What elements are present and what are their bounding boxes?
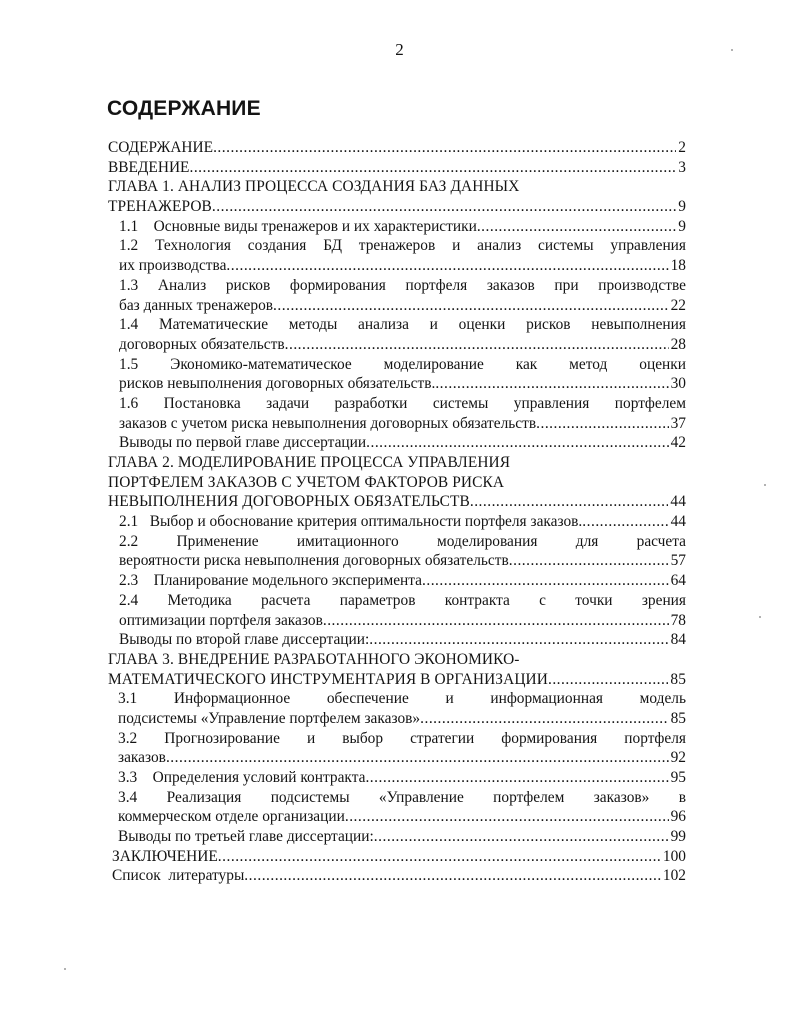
- toc-entry-conclusions-3[interactable]: [118, 827, 686, 847]
- toc-entry-title-line: 1.3 Анализ рисков формирования портфеля заказов при производстве: [119, 276, 686, 294]
- toc-entry-title-line: ГЛАВА 1. АНАЛИЗ ПРОЦЕССА СОЗДАНИЯ БАЗ ДАННЫХ: [108, 178, 520, 196]
- toc-entry-contents[interactable]: [108, 138, 686, 158]
- toc-entry-introduction[interactable]: [108, 158, 686, 178]
- dot-leader: [366, 433, 668, 453]
- dot-leader: [189, 158, 676, 178]
- table-of-contents: [108, 138, 686, 886]
- toc-entry-title: 3.3 Определения условий контракта: [118, 769, 366, 786]
- toc-entry-title-line: заказов: [118, 749, 166, 767]
- toc-entry-chapter-3[interactable]: [108, 650, 686, 689]
- toc-page-number: 42: [670, 434, 686, 452]
- toc-page-number: 84: [670, 631, 686, 649]
- toc-page-number: 28: [670, 335, 686, 353]
- toc-entry-section-3-4[interactable]: [118, 788, 686, 827]
- toc-entry-section-1-5[interactable]: [119, 355, 686, 394]
- toc-page-number: 30: [670, 375, 686, 393]
- toc-entry-title-line: их производства: [119, 257, 227, 275]
- toc-page-number: 78: [670, 611, 686, 629]
- toc-entry-title: 2.3 Планирование модельного эксперимента: [119, 572, 423, 590]
- toc-entry-title-line: 2.2 Применение имитационного моделирования для расчета: [119, 532, 686, 550]
- toc-entry-section-1-1[interactable]: [119, 217, 686, 237]
- toc-page-number: 44: [670, 493, 686, 511]
- dot-leader: [323, 611, 669, 631]
- toc-entry-section-2-3[interactable]: [119, 571, 686, 591]
- toc-page-number: 85: [670, 670, 686, 688]
- toc-entry-title-line: баз данных тренажеров: [119, 296, 274, 314]
- toc-entry-conclusions-2[interactable]: [119, 630, 686, 650]
- dot-leader: [244, 866, 661, 886]
- toc-entry-title-line: 3.2 Прогнозирование и выбор стратегии формирования портфеля: [118, 729, 686, 747]
- dot-leader: [477, 217, 676, 237]
- toc-entry-title-line: 1.6 Постановка задачи разработки системы управления портфелем: [119, 394, 686, 412]
- dot-leader: [218, 847, 661, 867]
- dot-leader: [369, 630, 668, 650]
- dot-leader: [582, 512, 668, 532]
- toc-entry-title-line: 3.1 Информационное обеспечение и информационная модель: [118, 690, 686, 708]
- dot-leader: [548, 670, 668, 690]
- toc-entry-title: 2.1 Выбор и обоснование критерия оптимальности портфеля заказов.: [119, 513, 583, 531]
- dot-leader: [365, 768, 668, 788]
- toc-entry-conclusion[interactable]: [112, 847, 686, 867]
- toc-entry-title: ЗАКЛЮЧЕНИЕ: [112, 847, 218, 865]
- toc-page-number: 18: [670, 257, 686, 275]
- toc-entry-title-line: 1.4 Математические методы анализа и оценки рисков невыполнения: [119, 316, 686, 334]
- toc-entry-title: Выводы по второй главе диссертации:: [119, 631, 370, 649]
- toc-entry-title-line: рисков невыполнения договорных обязательств.: [119, 375, 436, 393]
- toc-entry-title: ВВЕДЕНИЕ: [108, 158, 190, 176]
- dot-leader: [422, 571, 669, 591]
- toc-entry-title-line: договорных обязательств: [119, 335, 285, 353]
- scan-speck: [759, 616, 761, 618]
- toc-page-number: 95: [670, 769, 686, 786]
- dot-leader: [226, 256, 668, 276]
- toc-page-number: 100: [662, 847, 686, 865]
- toc-entry-title-line: 2.4 Методика расчета параметров контракта с точки зрения: [119, 591, 686, 609]
- toc-page-number: 99: [670, 828, 686, 846]
- toc-entry-title-line: заказов с учетом риска невыполнения договорных обязательств: [119, 414, 537, 432]
- dot-leader: [212, 197, 676, 217]
- toc-entry-section-1-4[interactable]: [119, 315, 686, 354]
- toc-entry-section-3-1[interactable]: [118, 689, 686, 728]
- dot-leader: [374, 827, 669, 847]
- toc-entry-title-line: коммерческом отделе организации: [118, 808, 345, 826]
- toc-entry-section-1-3[interactable]: [119, 276, 686, 315]
- dot-leader: [166, 748, 669, 768]
- scan-speck: [731, 49, 733, 51]
- toc-entry-title-line: оптимизации портфеля заказов: [119, 611, 323, 629]
- scan-speck: [764, 484, 766, 486]
- toc-entry-section-2-2[interactable]: [119, 532, 686, 571]
- toc-page-number: 37: [670, 414, 686, 432]
- toc-page-number: 85: [670, 709, 686, 727]
- toc-entry-title: Список литературы: [112, 867, 245, 885]
- dot-leader: [509, 551, 669, 571]
- toc-entry-title: СОДЕРЖАНИЕ: [108, 139, 214, 156]
- toc-entry-title-line: МАТЕМАТИЧЕСКОГО ИНСТРУМЕНТАРИЯ В ОРГАНИЗАЦИИ: [108, 670, 548, 688]
- toc-page-number: 96: [670, 808, 686, 826]
- toc-entry-title-line: ПОРТФЕЛЕМ ЗАКАЗОВ С УЧЕТОМ ФАКТОРОВ РИСКА: [108, 473, 505, 491]
- dot-leader: [345, 807, 669, 827]
- toc-entry-conclusions-1[interactable]: [119, 433, 686, 453]
- toc-page-number: 44: [670, 513, 686, 531]
- toc-page-number: 9: [678, 198, 686, 216]
- toc-entry-title-line: ТРЕНАЖЕРОВ: [108, 198, 212, 216]
- toc-page-number: 22: [670, 296, 686, 314]
- toc-entry-title: Выводы по третьей главе диссертации:: [118, 828, 374, 846]
- toc-page-number: 57: [670, 552, 686, 570]
- dot-leader: [470, 492, 669, 512]
- toc-entry-title-line: подсистемы «Управление портфелем заказов»: [118, 709, 421, 727]
- toc-entry-title-line: 3.4 Реализация подсистемы «Управление портфелем заказов» в: [118, 788, 686, 806]
- scan-speck: [64, 968, 66, 970]
- toc-entry-section-3-3[interactable]: [118, 768, 686, 788]
- page-title: СОДЕРЖАНИЕ: [107, 97, 261, 120]
- toc-page-number: 92: [670, 749, 686, 767]
- toc-entry-references[interactable]: [112, 866, 686, 886]
- page-number: 2: [395, 40, 404, 59]
- dot-leader: [536, 414, 668, 434]
- toc-entry-section-1-6[interactable]: [119, 394, 686, 433]
- toc-page-number: 64: [670, 572, 686, 590]
- toc-page-number: 2: [678, 139, 686, 156]
- dot-leader: [213, 138, 676, 158]
- dot-leader: [435, 374, 668, 394]
- toc-entry-section-2-1[interactable]: [119, 512, 686, 532]
- toc-page-number: 3: [678, 158, 686, 176]
- toc-entry-title-line: ГЛАВА 3. ВНЕДРЕНИЕ РАЗРАБОТАННОГО ЭКОНОМИКО-: [108, 650, 520, 668]
- toc-entry-title-line: 1.5 Экономико-математическое моделирование как метод оценки: [119, 355, 686, 373]
- toc-page-number: 102: [662, 867, 686, 885]
- toc-entry-section-1-2[interactable]: [119, 236, 686, 275]
- toc-entry-title-line: 1.2 Технология создания БД тренажеров и анализ системы управления: [119, 237, 686, 255]
- toc-entry-title-line: ГЛАВА 2. МОДЕЛИРОВАНИЕ ПРОЦЕССА УПРАВЛЕНИЯ: [108, 454, 511, 471]
- dot-leader: [420, 709, 668, 729]
- toc-page-number: 9: [678, 217, 686, 235]
- toc-entry-section-2-4[interactable]: [119, 591, 686, 630]
- toc-entry-chapter-1[interactable]: [108, 177, 686, 216]
- toc-entry-title-line: НЕВЫПОЛНЕНИЯ ДОГОВОРНЫХ ОБЯЗАТЕЛЬСТВ: [108, 493, 470, 511]
- toc-entry-title: 1.1 Основные виды тренажеров и их характеристики: [119, 217, 477, 235]
- toc-entry-chapter-2[interactable]: [108, 453, 686, 512]
- toc-entry-title: Выводы по первой главе диссертации: [119, 434, 367, 452]
- toc-entry-section-3-2[interactable]: [118, 729, 686, 768]
- dot-leader: [285, 335, 669, 355]
- dot-leader: [273, 296, 669, 316]
- toc-entry-title-line: вероятности риска невыполнения договорных обязательств: [119, 552, 509, 570]
